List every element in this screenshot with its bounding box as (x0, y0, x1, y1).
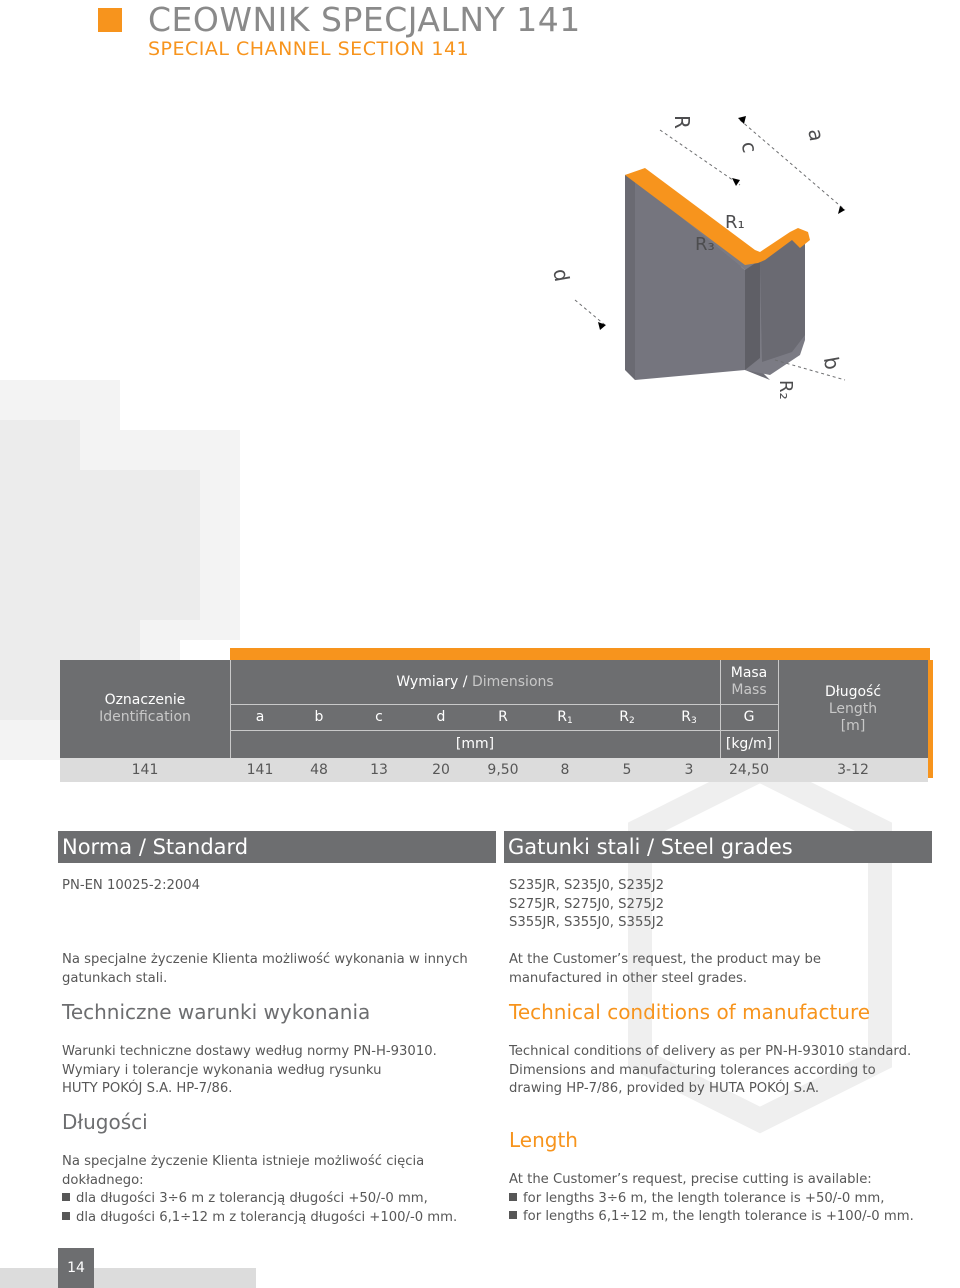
header-length-unit: [m] (840, 717, 866, 734)
tech-text-pl: Warunki techniczne dostawy według normy PN-H-93010. Wymiary i tolerancje wykonania według rysunku HUTY POKÓJ S.A. HP-7/86. (62, 1044, 437, 1096)
col-R3: R 3 (681, 708, 697, 726)
tech-heading-en: Technical conditions of manufacture (509, 1000, 871, 1024)
cell-G: 24,50 (728, 761, 770, 778)
cell-length: 3-12 (837, 761, 869, 778)
standard-bar: Norma / Standard (58, 831, 496, 863)
col-c: c (375, 708, 383, 725)
channel-section-drawing (500, 100, 860, 410)
label-d: d (548, 266, 575, 284)
label-R2: R₂ (775, 380, 796, 400)
grades-bar: Gatunki stali / Steel grades (504, 831, 932, 863)
unit-kgm: [kg/m] (725, 735, 773, 752)
label-b: b (818, 354, 845, 372)
cell-b: 48 (310, 761, 328, 778)
bullet-icon (62, 1193, 70, 1201)
col-R2: R 2 (619, 708, 635, 726)
title-square-icon (98, 8, 122, 32)
cell-R2: 5 (622, 761, 632, 778)
cell-R: 9,50 (487, 761, 519, 778)
page-title: CEOWNIK SPECJALNY 141 (148, 0, 581, 39)
header-mass-pl: Masa (730, 665, 768, 681)
cell-R1: 8 (560, 761, 570, 778)
header-length-pl: Długość (824, 683, 882, 700)
page-subtitle: SPECIAL CHANNEL SECTION 141 (148, 38, 470, 60)
footer-bar (0, 1268, 256, 1288)
bullet-icon (62, 1212, 70, 1220)
label-R: R (670, 115, 694, 129)
cell-d: 20 (432, 761, 450, 778)
header-dims-pl: Wymiary / (396, 673, 468, 690)
cell-a: 141 (246, 761, 274, 778)
col-G: G (743, 708, 755, 725)
header-dims-en: Dimensions (471, 673, 554, 690)
length-text-pl: Na specjalne życzenie Klienta istnieje możliwość cięcia dokładnego: dla długości 3÷6 m z tolerancją długości +50/-0 mm, dla długości 6,1÷12 m z tolerancją długości +100/-0 mm. (62, 1154, 458, 1225)
col-b: b (314, 708, 324, 725)
length-heading-pl: Długości (62, 1110, 148, 1134)
length-text-en: At the Customer’s request, precise cutting is available: for lengths 3÷6 m, the length tolerance is +50/-0 mm, for lengths 6,1÷12 m, the length tolerance is +100/-0 mm. (509, 1172, 914, 1224)
header-ident-en: Identification (99, 709, 191, 725)
col-d: d (436, 708, 446, 725)
cell-R3: 3 (684, 761, 694, 778)
page-number: 14 (58, 1248, 94, 1288)
header-ident-pl: Oznaczenie (104, 692, 186, 708)
bullet-icon (509, 1211, 517, 1219)
table-orange-side (928, 660, 933, 778)
header-length-en: Length (828, 700, 878, 717)
col-a: a (255, 708, 265, 725)
grades-note: At the Customer’s request, the product may be manufactured in other steel grades. (509, 952, 821, 986)
cell-c: 13 (370, 761, 388, 778)
standard-value: PN-EN 10025-2:2004 (62, 878, 201, 893)
unit-mm: [mm] (455, 735, 495, 752)
grades-list: S235JR, S235J0, S235J2 S275JR, S275J0, S275J2 S355JR, S355J0, S355J2 (509, 878, 665, 930)
header-mass-en: Mass (731, 682, 767, 698)
tech-text-en: Technical conditions of delivery as per PN-H-93010 standard. Dimensions and manufacturing tolerances according to drawing HP-7/86, provided by HUTA POKÓJ S.A. (509, 1044, 912, 1096)
label-R1: R₁ (725, 212, 745, 233)
standard-note: Na specjalne życzenie Klienta możliwość wykonania w innych gatunkach stali. (62, 952, 468, 986)
label-c: c (736, 139, 763, 155)
tech-heading-pl: Techniczne warunki wykonania (62, 1000, 371, 1024)
label-R3: R₃ (695, 234, 715, 255)
cell-ident: 141 (131, 761, 159, 778)
col-R1: R 1 (557, 708, 573, 726)
col-R: R (498, 708, 508, 725)
table-header (60, 660, 928, 758)
label-a: a (803, 126, 830, 144)
length-heading-en: Length (509, 1128, 578, 1152)
bullet-icon (509, 1193, 517, 1201)
table-row (60, 758, 928, 782)
